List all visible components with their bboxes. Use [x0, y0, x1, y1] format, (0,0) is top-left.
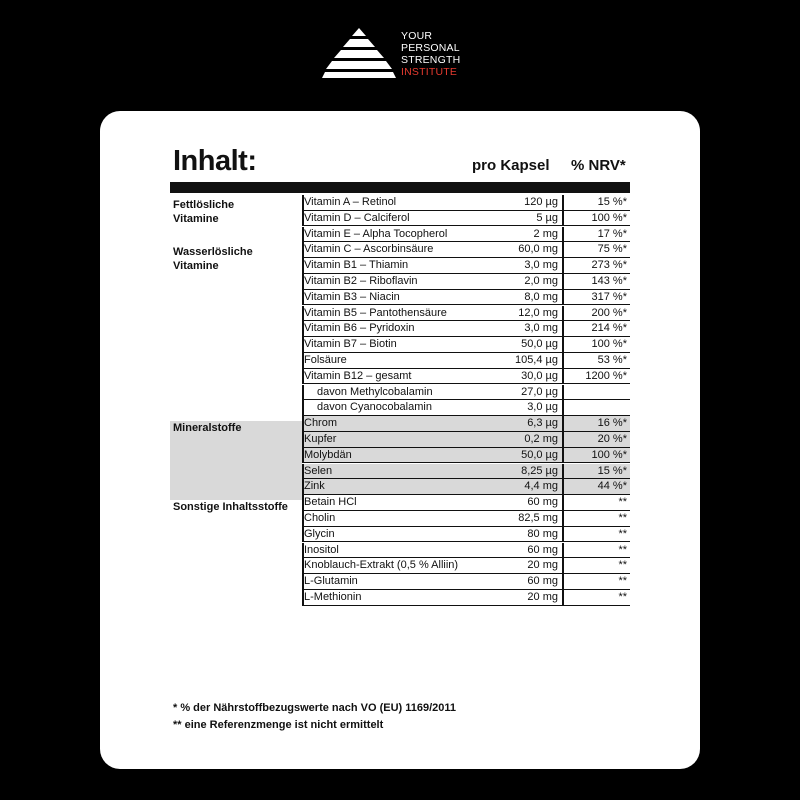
table-row — [302, 479, 630, 495]
column-divider — [562, 369, 564, 384]
column-header-amount: pro Kapsel — [472, 157, 550, 174]
column-divider — [562, 353, 564, 368]
column-divider — [562, 511, 564, 526]
brand-line-3: STRENGTH — [401, 54, 461, 66]
table-row — [302, 258, 630, 274]
table-row — [302, 290, 630, 306]
nutrient-amount: 6,3 µg — [527, 417, 558, 430]
column-divider — [562, 416, 564, 431]
table-row — [302, 211, 630, 227]
column-divider — [562, 321, 564, 336]
nutrient-name: Vitamin B7 – Biotin — [304, 338, 397, 351]
table-row — [302, 353, 630, 369]
table-row — [302, 227, 630, 243]
column-divider — [562, 479, 564, 494]
table-row — [302, 274, 630, 290]
table-title: Inhalt: — [173, 145, 257, 177]
nutrient-amount: 50,0 µg — [521, 448, 558, 461]
column-divider — [562, 527, 564, 542]
table-row — [302, 527, 630, 543]
nutrient-nrv: 214 %* — [591, 322, 627, 335]
nutrient-name: Vitamin B1 – Thiamin — [304, 259, 409, 272]
table-row — [302, 321, 630, 337]
nutrient-nrv: ** — [618, 512, 627, 524]
nutrient-amount: 60 mg — [527, 543, 558, 556]
column-divider — [562, 590, 564, 605]
column-divider — [562, 400, 564, 415]
table-row — [302, 416, 630, 432]
table-row — [302, 590, 630, 606]
nutrient-nrv: 200 %* — [591, 306, 627, 319]
header-divider — [170, 182, 630, 193]
nutrient-nrv: 100 %* — [591, 338, 627, 351]
column-divider — [562, 274, 564, 289]
nutrient-amount: 2 mg — [533, 227, 558, 240]
nutrient-nrv: 75 %* — [597, 243, 627, 256]
table-row — [302, 306, 630, 322]
nutrient-nrv: 100 %* — [591, 211, 627, 224]
column-divider — [562, 242, 564, 257]
column-divider — [562, 337, 564, 352]
nutrient-amount: 60 mg — [527, 496, 558, 509]
nutrient-name: Chrom — [304, 417, 338, 430]
nutrient-nrv: ** — [618, 591, 627, 603]
table-row — [302, 400, 630, 416]
nutrient-amount: 20 mg — [527, 591, 558, 603]
nutrient-amount: 4,4 mg — [524, 480, 558, 493]
nutrient-amount: 3,0 mg — [524, 322, 558, 335]
table-row — [302, 385, 630, 401]
nutrition-card — [100, 111, 700, 769]
table-row — [302, 495, 630, 511]
column-divider — [562, 464, 564, 479]
table-row — [302, 369, 630, 385]
column-divider — [562, 448, 564, 463]
nutrient-nrv: 17 %* — [597, 227, 627, 240]
column-divider — [562, 574, 564, 589]
nutrient-name: Vitamin B3 – Niacin — [304, 290, 400, 303]
nutrient-name: L-Methionin — [304, 591, 362, 603]
column-divider — [562, 306, 564, 321]
nutrient-amount: 105,4 µg — [514, 354, 558, 366]
nutrient-amount: 60 mg — [527, 575, 558, 588]
column-header-nrv: % NRV* — [571, 157, 626, 174]
nutrient-amount: 60,0 mg — [518, 243, 558, 256]
nutrient-amount: 82,5 mg — [518, 512, 558, 524]
nutrient-amount: 50,0 µg — [521, 338, 558, 351]
section-label-fat-soluble: Fettlösliche Vitamine — [173, 199, 235, 225]
nutrient-amount: 2,0 mg — [524, 275, 558, 287]
brand-line-2: PERSONAL — [401, 42, 460, 54]
table-row — [302, 242, 630, 258]
nutrient-amount: 80 mg — [527, 527, 558, 540]
nutrient-nrv: ** — [618, 496, 627, 509]
column-divider — [562, 227, 564, 242]
pyramid-logo-icon — [322, 26, 396, 84]
nutrient-name: Vitamin B2 – Riboflavin — [304, 275, 418, 287]
table-row — [302, 574, 630, 590]
table-row — [302, 337, 630, 353]
footnote-nrv: * % der Nährstoffbezugswerte nach VO (EU) 1169/2011 — [173, 702, 457, 714]
nutrient-nrv: 53 %* — [597, 354, 627, 366]
nutrient-nrv: 100 %* — [591, 448, 627, 461]
nutrient-name: Betain HCl — [304, 496, 357, 509]
nutrient-amount: 27,0 µg — [521, 385, 558, 398]
nutrient-name: Vitamin A – Retinol — [304, 196, 397, 208]
nutrient-amount: 30,0 µg — [521, 369, 558, 382]
brand-logo — [322, 26, 482, 86]
nutrient-amount: 20 mg — [527, 559, 558, 572]
nutrient-amount: 120 µg — [524, 196, 558, 208]
section-label-minerals: Mineralstoffe — [173, 422, 242, 434]
column-divider — [562, 211, 564, 226]
nutrient-nrv: ** — [618, 527, 627, 540]
nutrient-nrv: ** — [618, 559, 627, 572]
nutrient-amount: 8,25 µg — [521, 464, 558, 477]
nutrient-amount: 8,0 mg — [524, 290, 558, 303]
nutrient-name: Zink — [304, 480, 325, 493]
nutrient-name: Vitamin B12 – gesamt — [304, 369, 412, 382]
column-divider — [562, 385, 564, 400]
nutrient-nrv: 143 %* — [591, 275, 627, 287]
footnote-reference: ** eine Referenzmenge ist nicht ermittelt — [173, 719, 384, 731]
nutrient-amount: 12,0 mg — [518, 306, 558, 319]
table-row — [302, 448, 630, 464]
column-divider — [562, 258, 564, 273]
column-divider — [562, 495, 564, 510]
nutrient-nrv: 273 %* — [591, 259, 627, 272]
column-divider — [562, 195, 564, 210]
section-label-water-soluble: Wasserlösliche Vitamine — [173, 246, 253, 272]
nutrient-amount: 3,0 µg — [527, 401, 558, 414]
nutrient-nrv: 16 %* — [597, 417, 627, 430]
nutrient-name: Vitamin C – Ascorbinsäure — [304, 243, 434, 256]
row-divider — [302, 385, 304, 400]
nutrient-name: Cholin — [304, 512, 336, 524]
nutrient-nrv: 317 %* — [591, 290, 627, 303]
nutrient-name: L-Glutamin — [304, 575, 358, 588]
nutrient-name: davon Cyanocobalamin — [317, 401, 432, 414]
row-divider — [302, 400, 304, 415]
nutrient-name: Inositol — [304, 543, 339, 556]
nutrient-name: Vitamin B5 – Pantothensäure — [304, 306, 447, 319]
nutrient-name: Molybdän — [304, 448, 352, 461]
nutrient-nrv: ** — [618, 575, 627, 588]
column-divider — [562, 558, 564, 573]
brand-name — [401, 30, 460, 78]
nutrient-name: Vitamin B6 – Pyridoxin — [304, 322, 415, 335]
brand-line-4: INSTITUTE — [401, 66, 458, 78]
table-row — [302, 195, 630, 211]
table-row — [302, 464, 630, 480]
nutrient-name: Vitamin D – Calciferol — [304, 211, 410, 224]
brand-line-1: YOUR — [401, 30, 433, 42]
nutrient-nrv: 1200 %* — [585, 369, 627, 382]
nutrient-nrv: 20 %* — [597, 433, 627, 445]
nutrient-nrv: 15 %* — [597, 196, 627, 208]
nutrient-amount: 0,2 mg — [524, 433, 558, 445]
nutrient-nrv: 15 %* — [597, 464, 627, 477]
section-label-other: Sonstige Inhaltsstoffe — [173, 501, 288, 513]
nutrient-name: Vitamin E – Alpha Tocopherol — [304, 227, 448, 240]
nutrient-name: Kupfer — [304, 433, 337, 445]
column-divider — [562, 543, 564, 558]
nutrient-name: davon Methylcobalamin — [317, 385, 433, 398]
table-row — [302, 558, 630, 574]
nutrient-nrv: ** — [618, 543, 627, 556]
nutrient-nrv: 44 %* — [597, 480, 627, 493]
nutrient-name: Knoblauch-Extrakt (0,5 % Alliin) — [304, 559, 459, 572]
table-row — [302, 511, 630, 527]
table-row — [302, 432, 630, 448]
table-row — [302, 543, 630, 559]
column-divider — [562, 432, 564, 447]
nutrient-amount: 5 µg — [536, 211, 558, 224]
nutrient-name: Folsäure — [304, 354, 347, 366]
nutrient-name: Glycin — [304, 527, 335, 540]
nutrient-name: Selen — [304, 464, 333, 477]
nutrient-amount: 3,0 mg — [524, 259, 558, 272]
column-divider — [562, 290, 564, 305]
